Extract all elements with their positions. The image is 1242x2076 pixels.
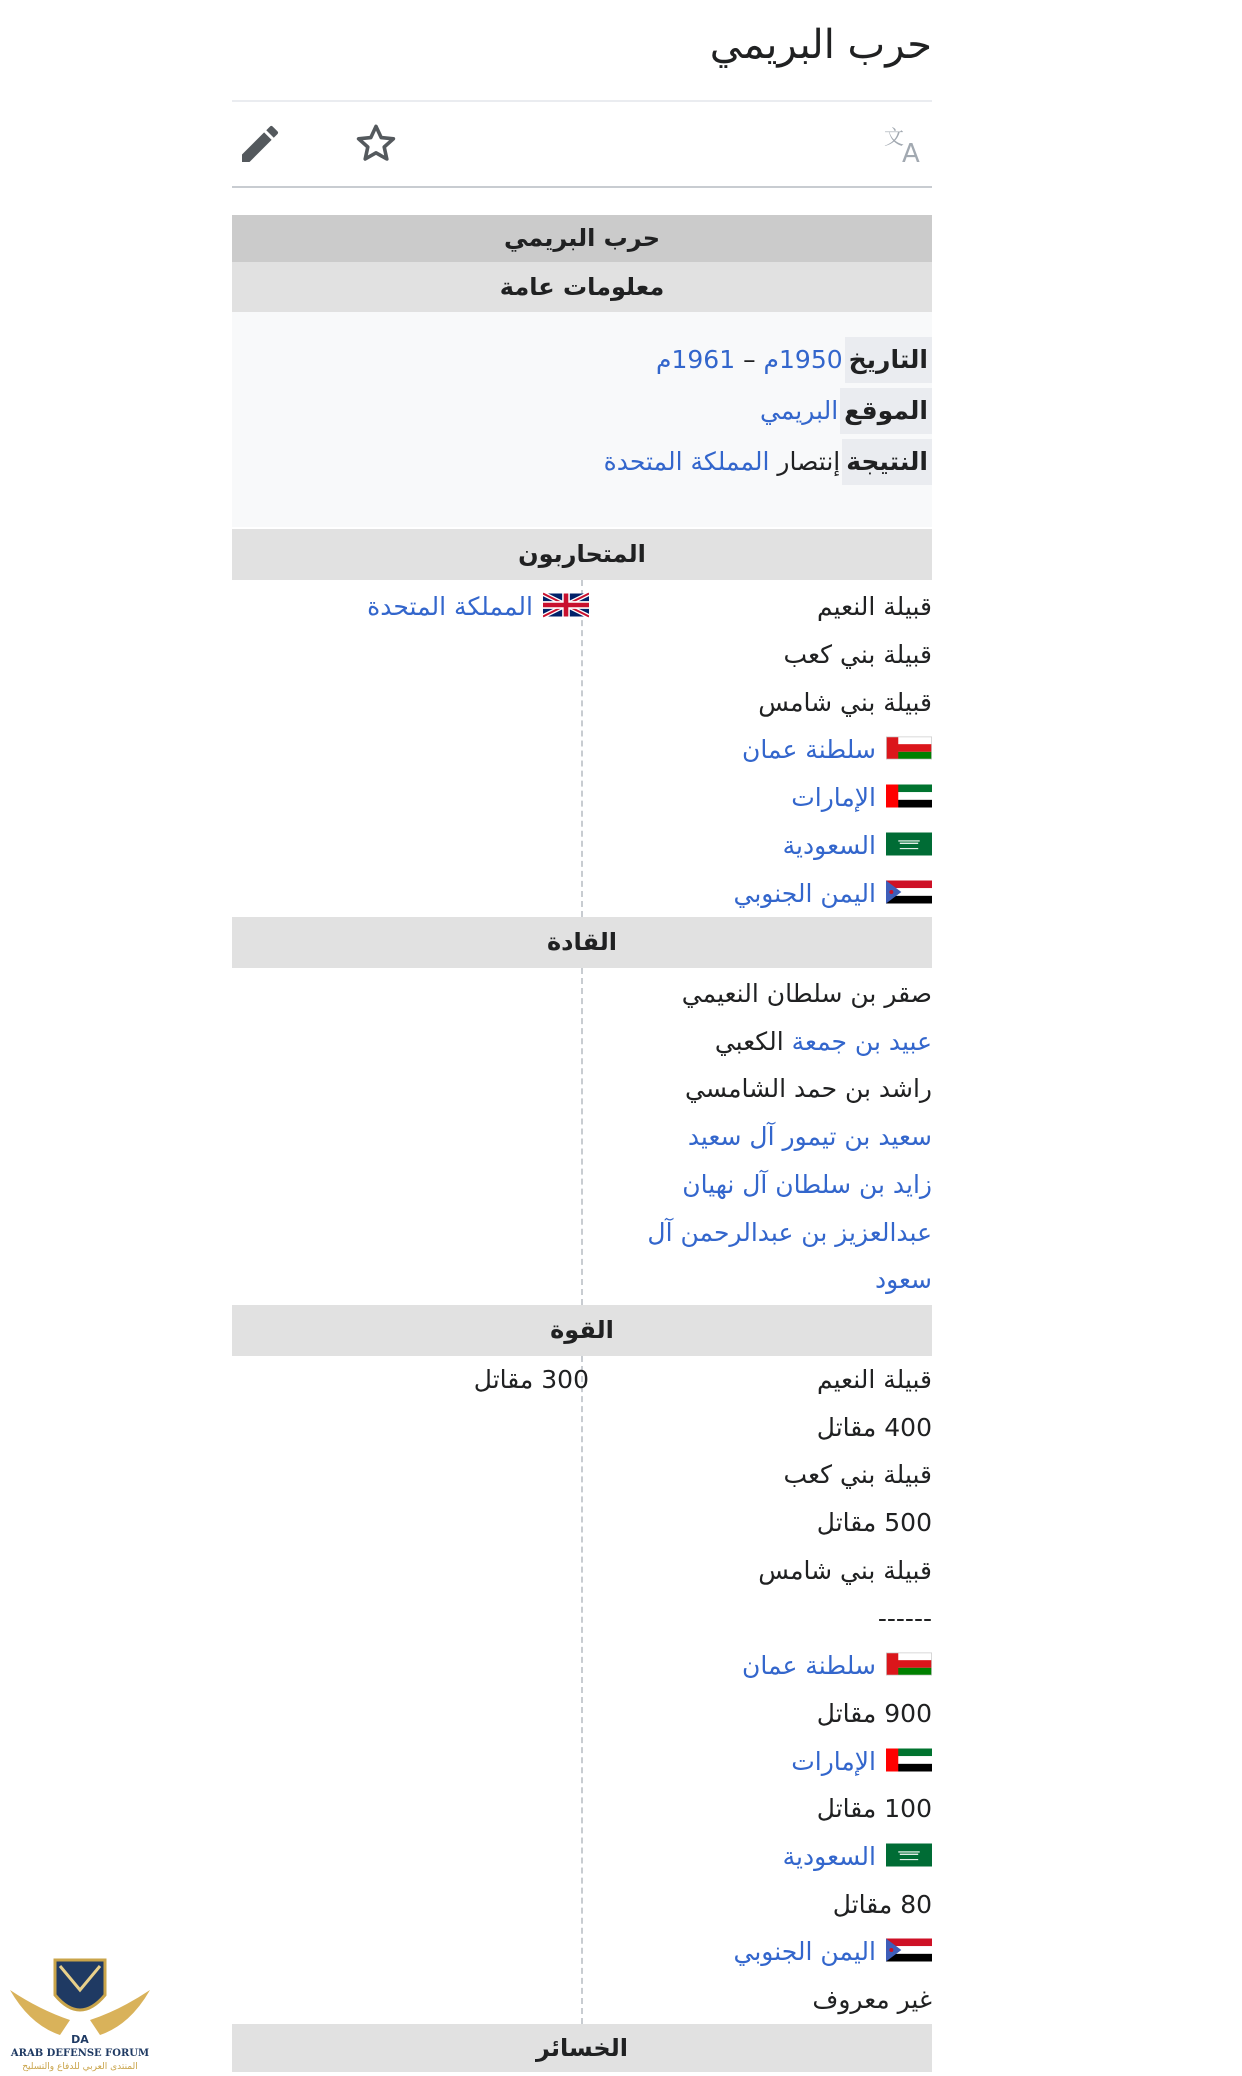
column-divider: [581, 968, 583, 1305]
infobox-title: حرب البريمي: [232, 215, 932, 262]
logo-arabic-text: المنتدى العربي للدفاع والتسليح: [22, 2062, 138, 2072]
strength-text: قبيلة بني كعب: [783, 1460, 932, 1490]
combatant-text[interactable]: سلطنة عمان: [742, 735, 876, 765]
date-row: [656, 337, 932, 383]
uae-flag-icon: [886, 1746, 932, 1774]
result-prefix: إنتصار: [769, 447, 841, 476]
combatant-text[interactable]: السعودية: [782, 831, 876, 860]
star-icon[interactable]: [352, 120, 400, 168]
location-link[interactable]: البريمي: [760, 396, 839, 425]
commander-link[interactable]: سعيد بن تيمور آل سعيد: [687, 1122, 932, 1152]
commanders-header: القادة: [232, 917, 932, 968]
strength-text[interactable]: سلطنة عمان: [742, 1651, 876, 1681]
strength-item: [878, 1596, 932, 1642]
strength-text: قبيلة النعيم: [816, 1365, 932, 1394]
commander-item[interactable]: [688, 1114, 932, 1160]
strength-text: 900 مقاتل: [816, 1698, 932, 1728]
strength-item: [812, 1977, 932, 2023]
location-label: الموقع: [840, 388, 932, 434]
commander-item[interactable]: [682, 1162, 932, 1208]
saudi-flag-icon: [886, 830, 932, 858]
commander-link[interactable]: زايد بن سلطان آل نهيان: [682, 1169, 932, 1199]
strength-item[interactable]: [791, 1739, 932, 1785]
date-separator: –: [735, 345, 764, 374]
combatant-item: [817, 584, 932, 630]
combatant-text: قبيلة النعيم: [816, 592, 932, 621]
commander-text: صقر بن سلطان النعيمي: [681, 979, 932, 1008]
strength-text: 400 مقاتل: [816, 1412, 932, 1442]
strength-item: [817, 1357, 932, 1403]
strength-item: [817, 1786, 932, 1832]
combatant-text[interactable]: اليمن الجنوبي: [733, 878, 876, 908]
date-from-link[interactable]: 1950م: [763, 345, 843, 374]
strength-text[interactable]: الإمارات: [791, 1746, 876, 1776]
logo-brand-text: ARAB DEFENSE FORUM: [10, 2048, 150, 2059]
strength-text: 100 مقاتل: [816, 1794, 932, 1824]
combatant-text[interactable]: المملكة المتحدة: [367, 592, 533, 621]
logo-initials: DA: [71, 2033, 89, 2046]
strength-item[interactable]: [783, 1834, 932, 1880]
oman-flag-icon: [886, 734, 932, 762]
page-toolbar: [232, 100, 932, 188]
combatant-text[interactable]: الإمارات: [791, 783, 876, 813]
combatant-item: [784, 632, 932, 678]
strength-text[interactable]: السعودية: [782, 1842, 876, 1871]
location-row: [760, 388, 932, 434]
strength-item: [817, 1691, 932, 1737]
commander-item: [682, 971, 932, 1017]
date-label: التاريخ: [845, 337, 932, 383]
combatant-item: [758, 680, 932, 726]
strength-text: 500 مقاتل: [816, 1508, 932, 1538]
strength-text: ------: [877, 1603, 932, 1633]
uk-flag-icon: [543, 591, 589, 619]
strength-item[interactable]: [734, 1929, 933, 1975]
commander-item[interactable]: [715, 1019, 932, 1065]
svg-text:A: A: [902, 139, 920, 168]
pencil-icon[interactable]: [236, 120, 284, 168]
strength-text: 80 مقاتل: [832, 1889, 932, 1919]
strength-text: غير معروف: [812, 1985, 932, 2015]
general-info-header: معلومات عامة: [232, 262, 932, 312]
commander-item: [685, 1066, 932, 1112]
oman-flag-icon: [886, 1650, 932, 1678]
result-label: النتيجة: [842, 439, 932, 485]
uae-flag-icon: [886, 782, 932, 810]
commander-link[interactable]: عبيد بن جمعة: [791, 1026, 932, 1056]
combatant-text: قبيلة بني كعب: [783, 639, 932, 669]
strength-item: [817, 1500, 932, 1546]
result-link[interactable]: المملكة المتحدة: [603, 447, 770, 476]
commander-item[interactable]: [875, 1257, 932, 1303]
date-to-link[interactable]: 1961م: [656, 345, 736, 374]
commander-item[interactable]: [647, 1210, 932, 1256]
result-row: [604, 439, 932, 485]
general-info-section: [232, 312, 932, 527]
commander-text: راشد بن حمد الشامسي: [685, 1074, 932, 1104]
commander-text: الكعبي: [714, 1026, 792, 1056]
strength-text[interactable]: اليمن الجنوبي: [733, 1937, 876, 1967]
combatant-item[interactable]: [791, 775, 932, 821]
forum-logo: [0, 1950, 160, 2072]
strength-item: [474, 1357, 589, 1403]
strength-text: قبيلة بني شامس: [758, 1555, 932, 1585]
strength-item: [817, 1405, 932, 1451]
strength-item[interactable]: [742, 1643, 932, 1689]
saudi-flag-icon: [886, 1841, 932, 1869]
strength-item: [784, 1452, 932, 1498]
svg-text:文: 文: [884, 125, 904, 149]
strength-header: القوة: [232, 1305, 932, 1356]
combatants-header: المتحاربون: [232, 529, 932, 580]
combatant-item[interactable]: [367, 584, 589, 630]
translate-icon[interactable]: [882, 120, 930, 168]
combatant-item[interactable]: [783, 823, 932, 869]
casualties-header: الخسائر: [232, 2024, 932, 2072]
south-yemen-flag-icon: [886, 878, 932, 906]
strength-text: 300 مقاتل: [473, 1365, 589, 1394]
page-title: حرب البريمي: [709, 22, 932, 68]
commander-link[interactable]: عبدالعزيز بن عبدالرحمن آل: [647, 1217, 932, 1247]
column-divider: [581, 580, 583, 917]
commander-link[interactable]: سعود: [874, 1265, 932, 1295]
combatant-item[interactable]: [734, 871, 933, 917]
south-yemen-flag-icon: [886, 1936, 932, 1964]
strength-item: [758, 1548, 932, 1594]
column-divider: [581, 1356, 583, 2024]
strength-item: [833, 1882, 932, 1928]
combatant-item[interactable]: [742, 727, 932, 773]
combatant-text: قبيلة بني شامس: [758, 687, 932, 717]
